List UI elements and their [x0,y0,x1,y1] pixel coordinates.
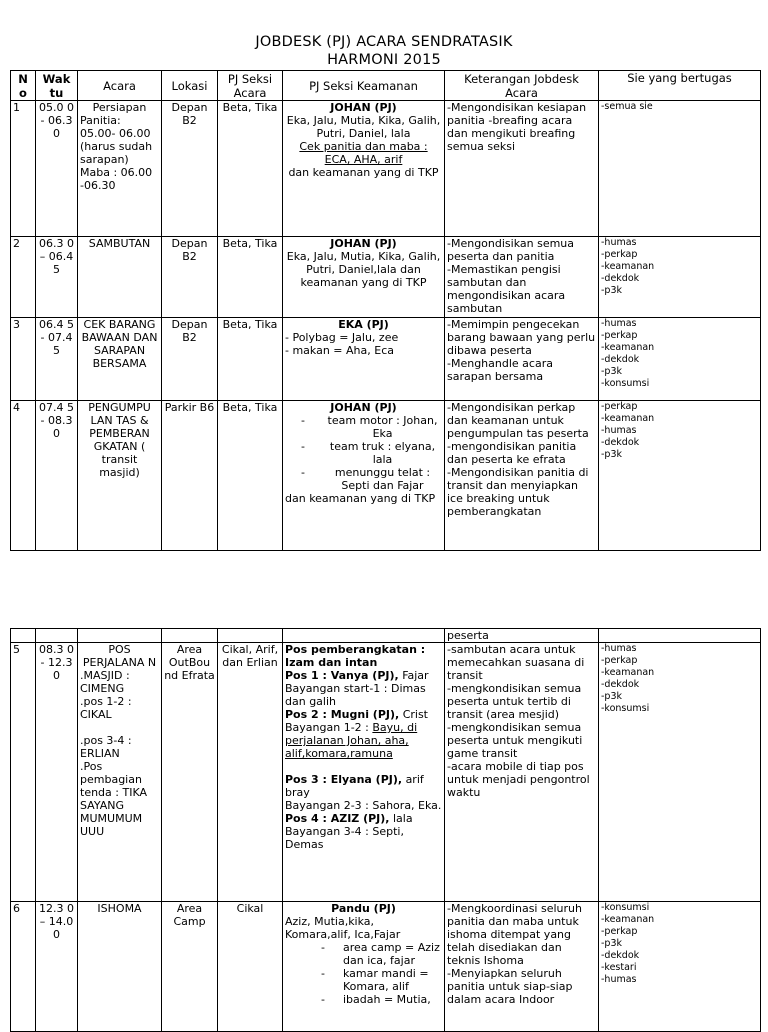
row4-keterangan-3: -Mengondisikan panitia di transit dan menyiapkan ice breaking untuk pemberangkatan [447,466,589,518]
row1-waktu: 05.0 0 - 06.3 0 [36,101,78,237]
row3-keamanan [283,318,445,401]
row4-waktu: 07.4 5 - 08.3 0 [36,401,78,551]
row5-acara-pos34: .pos 3-4 : ERLIAN [80,734,132,760]
row6-sie-item: -kestari [601,962,637,973]
row5-pos2 [285,708,442,721]
row5-acara [78,643,162,902]
header-pj-seksi-keamanan: PJ Seksi Keamanan [283,71,445,101]
row5-sie-item: -humas [601,643,637,654]
row3-sie-item: -humas [601,318,637,329]
row5-keterangan-3: -mengkondisikan semua peserta untuk mengikuti game transit [447,721,583,760]
table-row-continuation [11,629,761,643]
header-sie: Sie yang bertugas [599,71,761,101]
row6-keterangan-2: -Menyiapkan seluruh panitia untuk siap-siap dalam acara Indoor [447,967,573,1006]
row4-keterangan [445,401,599,551]
row1-pj-acara: Beta, Tika [218,101,283,237]
row5-pos-berangkat: Pos pemberangkatan : Izam dan intan [285,643,426,669]
row5-sie-item: -konsumsi [601,703,650,714]
row6-pj-acara: Cikal [218,902,283,1032]
row4-keamanan-list [285,414,442,492]
row3-acara: CEK BARANG BAWAAN DAN SARAPAN BERSAMA [78,318,162,401]
row6-sie-item: -p3k [601,938,623,949]
row6-keterangan-1: -Mengkoordinasi seluruh panitia dan maba untuk ishoma ditempat yang telah disediakan dan teknis Ishoma [447,902,582,967]
row4-keamanan-pj: JOHAN (PJ) [330,401,397,414]
row4-acara: PENGUMPU LAN TAS & PEMBERAN GKATAN ( transit masjid) [78,401,162,551]
header-keterangan: Keterangan Jobdesk Acara [445,71,599,101]
row5-pos4-bayangan: Bayangan 3-4 : Septi, Demas [285,825,404,851]
row5-pos3-bayangan: Bayangan 2-3 : Sahora, Eka. [285,799,442,812]
row5-pos1-member: Fajar [402,669,429,682]
row3-sie-item: -dekdok [601,354,640,365]
header-pj-seksi-acara: PJ Seksi Acara [218,71,283,101]
row2-sie-item: -keamanan [601,261,655,272]
row5-pos3 [285,773,442,799]
row1-keamanan [283,101,445,237]
row3-no: 3 [11,318,36,401]
list-item: - menunggu telat : Septi dan Fajar [323,466,442,492]
row4-no: 4 [11,401,36,551]
row5-acara-title: POS PERJALANA N [82,643,157,669]
row6-keamanan [283,902,445,1032]
row3-keterangan [445,318,599,401]
table-header-row [11,71,761,101]
row1-keamanan-cek: Cek panitia dan maba : ECA, AHA, arif [299,140,428,166]
row3-keamanan-polybag: - Polybag = Jalu, zee [285,331,399,344]
row6-sie-item: -konsumsi [601,902,650,913]
row2-keterangan [445,237,599,318]
row5-keterangan-2: -mengkondisikan semua peserta untuk tertib di transit (area mesjid) [447,682,582,721]
row5-pos2-pj: Pos 2 : Mugni (PJ), [285,708,400,721]
row4-sie-item: -keamanan [601,413,655,424]
row3-keterangan-1: -Memimpin pengecekan barang bawaan yang perlu dibawa peserta [447,318,596,357]
row5-pos2-bayangan-label: Bayangan 1-2 : [285,721,369,734]
row5-sie-item: -perkap [601,655,638,666]
header-waktu: Wak tu [36,71,78,101]
row3-sie [599,318,761,401]
row5-pos4-pj: Pos 4 : AZIZ (PJ), [285,812,390,825]
row6-sie-item: -keamanan [601,914,655,925]
list-item: - area camp = Aziz dan ica, fajar [343,941,442,967]
row1-sie: -semua sie [599,101,761,237]
row6-acara: ISHOMA [78,902,162,1032]
row5-pj-acara: Cikal, Arif, dan Erlian [218,643,283,902]
row3-pj-acara: Beta, Tika [218,318,283,401]
row6-keamanan-list [285,941,442,1006]
row1-keamanan-pj: JOHAN (PJ) [330,101,397,114]
row3-waktu: 06.4 5 - 07.4 5 [36,318,78,401]
row4-keamanan-tkp: dan keamanan yang di TKP [285,492,436,505]
row3-sie-item: -perkap [601,330,638,341]
row1-acara-maba: Maba : 06.00 -06.30 [80,166,153,192]
row6-sie-item: -dekdok [601,950,640,961]
row4-sie-item: -p3k [601,449,623,460]
row4-sie-item: -humas [601,425,637,436]
row4-sie-item: -dekdok [601,437,640,448]
row6-keamanan-members: Aziz, Mutia,kika, Komara,alif, Ica,Fajar [285,915,401,941]
row5-keterangan-4: -acara mobile di tiap pos untuk menjadi pengontrol waktu [447,760,590,799]
row5-sie-item: -keamanan [601,667,655,678]
table-row [11,902,761,1032]
row4-sie [599,401,761,551]
row4-keamanan [283,401,445,551]
jobdesk-table-part1 [10,70,761,551]
row5-lokasi: Area OutBou nd Efrata [162,643,218,902]
row5-pos2-bayangan [285,721,442,760]
row5-pos1-bayangan: Bayangan start-1 : Dimas dan galih [285,682,426,708]
row5-sie-item: -p3k [601,691,623,702]
row3-keamanan-makan: - makan = Aha, Eca [285,344,394,357]
cont-keterangan: peserta [445,629,599,643]
table-row [11,101,761,237]
row4-keterangan-2: -mengondisikan panitia dan peserta ke efrata [447,440,577,466]
row5-pos3-member: arif bray [285,773,424,799]
row2-pj-acara: Beta, Tika [218,237,283,318]
row2-sie-item: -p3k [601,285,623,296]
row5-pos1-pj: Pos 1 : Vanya (PJ), [285,669,399,682]
row1-keamanan-tkp: dan keamanan yang di TKP [288,166,439,179]
row2-keterangan-1: -Mengondisikan semua peserta dan panitia [447,237,575,263]
row6-sie [599,902,761,1032]
row2-sie-item: -humas [601,237,637,248]
row5-pos1 [285,669,442,682]
row6-waktu: 12.3 0 – 14.0 0 [36,902,78,1032]
table-row [11,401,761,551]
row3-sie-item: -konsumsi [601,378,650,389]
row6-no: 6 [11,902,36,1032]
row5-acara-tenda: .Pos pembagian tenda : TIKA SAYANG MUMUMUM UUU [80,760,147,838]
row5-keterangan [445,643,599,902]
row5-no: 5 [11,643,36,902]
row5-pos3-pj: Pos 3 : Elyana (PJ), [285,773,403,786]
jobdesk-table-part2 [10,628,761,1032]
row1-acara [78,101,162,237]
list-item: - team motor : Johan, Eka [323,414,442,440]
row6-keterangan [445,902,599,1032]
row5-pos2-bayangan-names: Bayu, di perjalanan Johan, aha, alif,komara,ramuna [285,721,418,760]
row5-keterangan-1: -sambutan acara untuk memecahkan suasana di transit [447,643,585,682]
row2-keamanan-members: Eka, Jalu, Mutia, Kika, Galih, Putri, Daniel,lala dan keamanan yang di TKP [286,250,441,289]
table-row [11,643,761,902]
row1-acara-panitia: Panitia: 05.00- 06.00 (harus sudah sarapan) [80,114,153,166]
row2-keamanan [283,237,445,318]
row1-acara-title: Persiapan [92,101,147,114]
row4-keterangan-1: -Mengondisikan perkap dan keamanan untuk pengumpulan tas peserta [447,401,589,440]
row1-lokasi: Depan B2 [162,101,218,237]
row1-keterangan: -Mengondisikan kesiapan panitia -breafing acara dan mengikuti breafing semua seksi [445,101,599,237]
row2-no: 2 [11,237,36,318]
document-title-line1: JOBDESK (PJ) ACARA SENDRATASIK [255,34,513,50]
list-item: - kamar mandi = Komara, alif [343,967,442,993]
row5-pos2-member: Crist [402,708,428,721]
document-title-line2: HARMONI 2015 [327,52,441,68]
row2-waktu: 06.3 0 – 06.4 5 [36,237,78,318]
row5-sie-item: -dekdok [601,679,640,690]
table-row [11,318,761,401]
row2-lokasi: Depan B2 [162,237,218,318]
row5-waktu: 08.3 0 - 12.3 0 [36,643,78,902]
row6-sie-item: -humas [601,974,637,985]
header-lokasi: Lokasi [162,71,218,101]
list-item: - team truk : elyana, lala [323,440,442,466]
row4-sie-item: -perkap [601,401,638,412]
row3-lokasi: Depan B2 [162,318,218,401]
row6-lokasi: Area Camp [162,902,218,1032]
row1-keamanan-members: Eka, Jalu, Mutia, Kika, Galih, Putri, Daniel, lala [286,114,441,140]
row3-keamanan-pj: EKA (PJ) [338,318,389,331]
row2-acara: SAMBUTAN [78,237,162,318]
row5-pos4 [285,812,442,825]
row5-keamanan [283,643,445,902]
row3-sie-item: -p3k [601,366,623,377]
header-acara: Acara [78,71,162,101]
row1-no: 1 [11,101,36,237]
row4-pj-acara: Beta, Tika [218,401,283,551]
row5-sie [599,643,761,902]
row5-pos4-member: lala [392,812,413,825]
list-item: - ibadah = Mutia, [343,993,442,1006]
row2-keterangan-2: -Memastikan pengisi sambutan dan mengondisikan acara sambutan [447,263,566,315]
row5-acara-masjid: .MASJID : CIMENG [80,669,130,695]
table-row [11,237,761,318]
row5-acara-pos12: .pos 1-2 : CIKAL [80,695,132,721]
row6-keamanan-pj: Pandu (PJ) [331,902,396,915]
row2-sie-item: -perkap [601,249,638,260]
row3-keterangan-2: -Menghandle acara sarapan bersama [447,357,553,383]
row2-sie [599,237,761,318]
row2-sie-item: -dekdok [601,273,640,284]
row2-keamanan-pj: JOHAN (PJ) [330,237,397,250]
row4-lokasi: Parkir B6 [162,401,218,551]
row3-sie-item: -keamanan [601,342,655,353]
header-no: N o [11,71,36,101]
row6-sie-item: -perkap [601,926,638,937]
